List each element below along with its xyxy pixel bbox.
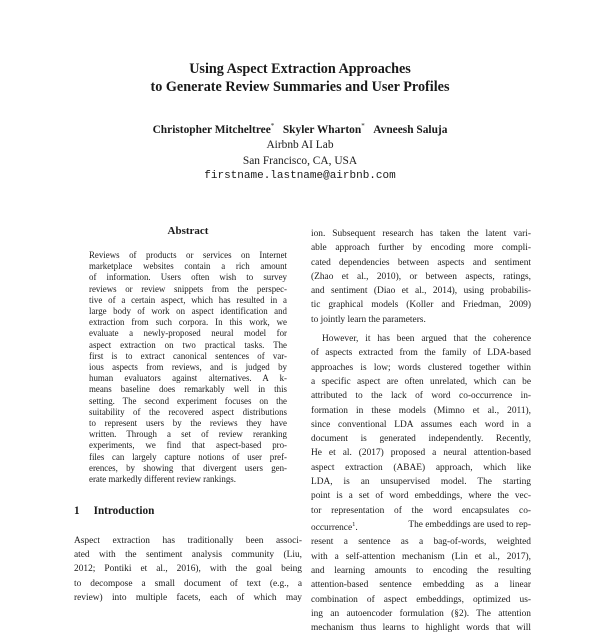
abstract-line: Reviews of products or services on Internet [89, 250, 287, 260]
body-line: since conventional LDA assumes each word in a [311, 419, 531, 430]
abstract-line: marketplace websites contain a rich amount [89, 261, 287, 272]
abstract-line: tive of a certain aspect, which has resulted in a [89, 294, 287, 305]
right-column [311, 227, 531, 635]
body-line: cated dependencies between aspects and sentiment [311, 257, 531, 268]
body-line: with a self-attention mechanism (Lin et al., 2017), [311, 551, 531, 562]
abstract-line: means baseline does remarkably well in this [89, 384, 287, 395]
author-block [0, 119, 600, 185]
section-number: 1 [74, 505, 80, 517]
author-name: Avneesh Saluja [373, 123, 448, 136]
abstract-line: first is to extract canonical sentences of var- [89, 350, 287, 361]
body-line: tor representation of the word encapsulates co- [311, 505, 531, 516]
body-line [311, 518, 531, 535]
abstract-line: aspect extraction on two practical tasks. The [89, 339, 287, 350]
abstract-line: suitability of the recovered aspect distributions [89, 406, 287, 417]
abstract-line: erences, by showing that divergent users gen- [89, 462, 287, 473]
footnote-mark: 1 [352, 520, 356, 528]
body-line: a specific aspect are often unrelated, which can be [311, 376, 531, 387]
abstract-heading: Abstract [167, 225, 209, 237]
body-line: formation in these models (Mimno et al., 2011), [311, 405, 531, 416]
body-line: However, it has been argued that the coherence [322, 334, 531, 345]
body-line: resent a sentence as a bag-of-words, weighted [311, 537, 531, 548]
intro-line: review) into multiple facets, each of which may [74, 592, 302, 603]
body-line: He et al. (2017) proposed a neural attention-based [311, 448, 531, 459]
footnote-ref-word: occurrence$^1$. [311, 520, 358, 534]
body-line: able approach further by encoding more compli- [311, 243, 531, 254]
intro-line: to decompose a small document of text (e.g., a [74, 578, 302, 589]
abstract-line: erate markedly different review rankings. [89, 474, 236, 485]
body-line: of aspects extracted from the family of LDA-based [311, 348, 531, 359]
intro-line: 2012; Pontiki et al., 2016), with the goal being [74, 564, 302, 575]
abstract-line: written. Through a set of review reranking [89, 429, 287, 440]
body-line: point is a set of word embeddings, where the vec- [311, 491, 531, 502]
body-line: and learning amounts to encoding the resulting [311, 565, 531, 576]
abstract-line: to represent users by the reviews they have [89, 418, 287, 429]
abstract-line: experiments, we find that aspect-based pro- [89, 440, 287, 451]
abstract-line: evaluate a newly-proposed neural model for [89, 328, 287, 339]
body-line: approaches is low; words clustered together within [311, 362, 531, 373]
abstract-line: files can largely capture notions of user pref- [89, 451, 287, 462]
section-title: Introduction [93, 505, 155, 517]
author-names [0, 119, 600, 138]
body-line: attributed to the lack of word co-occurrence in- [311, 391, 531, 402]
body-line: ing an autoencoder formulation (§2). The attention [311, 608, 531, 619]
abstract-line: ious aspects from reviews, and is judged by [89, 362, 287, 373]
body-line: attention-based sentence embedding as a linear [311, 580, 531, 591]
location: San Francisco, CA, USA [242, 154, 358, 167]
equal-contribution-mark: * [270, 122, 275, 130]
author-name: Christopher Mitcheltree [152, 123, 271, 136]
body-line: to jointly learn the parameters. [311, 314, 426, 325]
body-line: LDA, is an unsupervised model. The starting [311, 477, 531, 488]
author-name: Skyler Wharton [282, 123, 362, 136]
introduction-body [74, 534, 302, 605]
body-line: (Zhao et al., 2010), or between aspects, ratings, [311, 271, 531, 282]
body-line: mechanism thus learns to highlight words that will [311, 623, 531, 634]
body-line: aspect extraction (ABAE) approach, which like [311, 462, 531, 473]
body-text: occurrence [311, 523, 353, 534]
abstract-body [89, 250, 287, 485]
abstract-line: extraction from such corpora. In this work, we [89, 317, 287, 328]
abstract-line: reviews or review snippets from the perspec- [89, 283, 287, 294]
title-line-1: Using Aspect Extraction Approaches [189, 61, 411, 77]
body-line: document is generated independently. Recently, [311, 434, 531, 445]
abstract-line: of information. Users often wish to survey [89, 272, 287, 283]
body-line: and sentiment (Diao et al., 2014), using probabilis- [311, 286, 531, 297]
author-email: firstname.lastname@airbnb.com [204, 170, 396, 183]
abstract-line: large body of work on aspect identification and [89, 306, 287, 317]
title-line-2: to Generate Review Summaries and User Profiles [150, 79, 450, 95]
body-text: The embeddings are used to rep- [408, 519, 531, 530]
section-heading [74, 505, 154, 517]
equal-contribution-mark: * [361, 122, 365, 130]
body-line: ion. Subsequent research has taken the latent vari- [311, 229, 531, 239]
paper-title [0, 60, 600, 96]
abstract-line: human evaluators against alternatives. A k- [89, 373, 287, 384]
abstract-line: setting. The second experiment focuses on the [89, 395, 287, 406]
paragraph [311, 227, 531, 327]
body-line: combination of aspect embeddings, optimized us- [311, 594, 531, 605]
intro-line: Aspect extraction has traditionally been associ- [74, 536, 302, 546]
body-line: tic graphical models (Koller and Friedman, 2009) [311, 300, 531, 311]
affiliation: Airbnb AI Lab [266, 139, 334, 152]
intro-line: ated with the sentiment analysis community (Liu, [74, 550, 302, 561]
paragraph [311, 332, 531, 635]
